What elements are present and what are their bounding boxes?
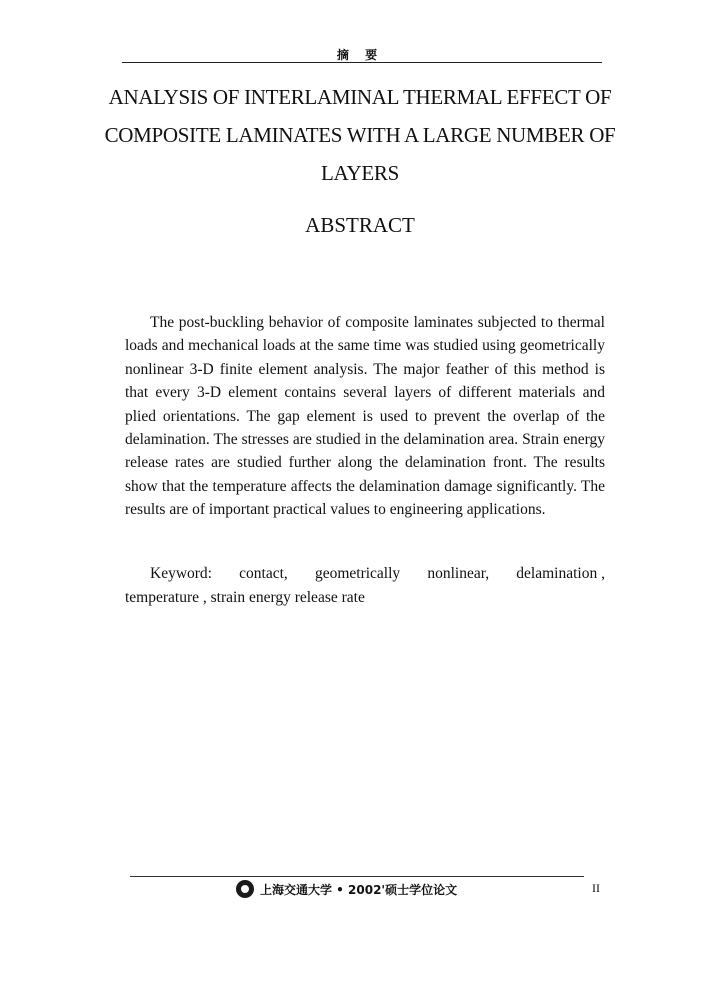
page-number: II [592, 881, 600, 895]
header-rule [122, 62, 602, 63]
abstract-heading: ABSTRACT [305, 213, 415, 237]
page-header: 摘 要 [336, 48, 384, 62]
university-logo-icon [236, 880, 254, 898]
keywords-label: Keyword: [150, 565, 212, 582]
keyword-item: delamination , [516, 565, 605, 582]
title-line-2: COMPOSITE LAMINATES WITH A LARGE NUMBER OF [104, 123, 616, 147]
title-line-3: LAYERS [321, 161, 399, 185]
keyword-item: nonlinear, [427, 565, 490, 582]
paper-title [100, 78, 620, 192]
keyword-item: geometrically [314, 565, 401, 582]
title-line-1: ANALYSIS OF INTERLAMINAL THERMAL EFFECT OF [108, 85, 612, 109]
keywords-line-2: temperature , strain energy release rate [125, 589, 365, 606]
keywords-line-1 [125, 562, 605, 586]
keywords-block [125, 562, 605, 610]
page-footer [236, 879, 457, 899]
keyword-item: contact, [239, 565, 288, 582]
footer-rule [130, 876, 584, 877]
footer-text: 上海交通大学 • 2002'硕士学位论文 [260, 882, 458, 897]
abstract-body: The post-buckling behavior of composite laminates subjected to thermal loads and mechanical loads at the same time was studied using geometrically nonlinear 3-D finite element analysis. The major feather of this method is that every 3-D element contains several layers of different materials and plied orientations. The gap element is used to prevent the overlap of the delamination. The stresses are studied in the delamination area. Strain energy release rates are studied further along the delamination front. The results show that the temperature affects the delamination damage significantly. The results are of important practical values to engineering applications. [125, 314, 605, 519]
